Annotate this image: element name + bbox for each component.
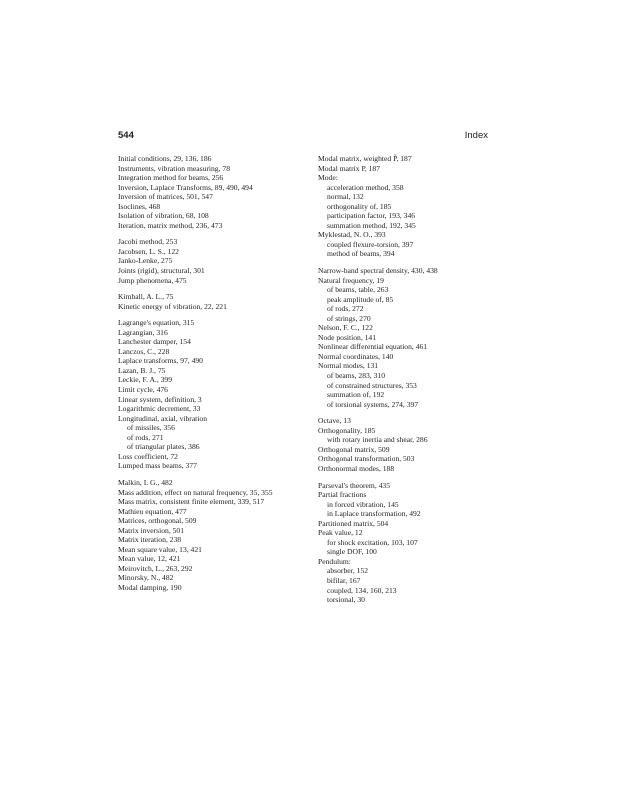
page-number: 544 — [118, 130, 134, 141]
index-entry: Loss coefficient, 72 — [118, 451, 178, 461]
index-entry: Inversion, Laplace Transforms, 89, 490, 494 — [118, 182, 253, 192]
index-entry: Longitudinal, axial, vibration — [118, 413, 207, 423]
index-entry: Lanchester damper, 154 — [118, 337, 191, 347]
index-entry: Partitioned matrix, 504 — [318, 518, 389, 528]
index-entry: Modal matrix P, 187 — [318, 163, 381, 173]
index-subentry: in Laplace transformation, 492 — [327, 509, 421, 519]
index-group-gap — [118, 471, 318, 478]
index-entry: Minorsky, N., 482 — [118, 573, 174, 583]
index-subentry: single DOF, 100 — [327, 547, 377, 557]
index-entry: Logarithmic decrement, 33 — [118, 404, 201, 414]
index-subentry: coupled flexure-torsion, 397 — [327, 239, 414, 249]
index-subentry: of rods, 271 — [127, 432, 164, 442]
index-entry: Mass matrix, consistent finite element, 339, 517 — [118, 497, 265, 507]
index-subentry: torsional, 30 — [327, 595, 365, 605]
index-group-gap — [118, 285, 318, 292]
index-entry: Partial fractions — [318, 490, 367, 500]
index-subentry: summation of, 192 — [327, 390, 385, 400]
index-entry: Orthogonal matrix, 509 — [318, 444, 390, 454]
index-subentry: in forced vibration, 145 — [327, 499, 399, 509]
index-entry: Natural frequency, 19 — [318, 275, 384, 285]
index-entry: Jacobsen, L. S., 122 — [118, 246, 179, 256]
index-entry: Normal coordinates, 140 — [318, 351, 394, 361]
index-entry: Mass addition, effect on natural frequency, 35, 355 — [118, 487, 273, 497]
index-subentry: method of beams, 394 — [327, 249, 395, 259]
index-subentry: of beams, 283, 310 — [327, 371, 385, 381]
index-entry: Kinetic energy of vibration, 22, 221 — [118, 301, 227, 311]
index-subentry: of constrained structures, 353 — [327, 380, 417, 390]
running-head: Index — [464, 130, 488, 141]
index-subentry: of torsional systems, 274, 397 — [327, 399, 419, 409]
index-entry: Modal damping, 190 — [118, 582, 182, 592]
index-group-gap — [118, 230, 318, 237]
index-entry: Matrices, orthogonal, 509 — [118, 516, 197, 526]
index-entry: Malkin, I. G., 482 — [118, 477, 173, 487]
index-column-left — [118, 154, 318, 593]
index-subentry: absorber, 152 — [327, 566, 369, 576]
index-entry: Octave, 13 — [318, 416, 351, 426]
index-entry: Laplace transforms, 97, 490 — [118, 356, 203, 366]
index-entry: Lazan, B. J., 75 — [118, 365, 166, 375]
index-group-gap — [318, 474, 518, 481]
index-entry: Mean square value, 13, 421 — [118, 544, 202, 554]
index-subentry: summation method, 192, 345 — [327, 220, 416, 230]
index-entry: Joints (rigid), structural, 301 — [118, 266, 205, 276]
index-entry: Node position, 141 — [318, 332, 377, 342]
index-entry: Mathieu equation, 477 — [118, 506, 187, 516]
index-entry: Myklestad, N. O., 393 — [318, 230, 386, 240]
index-subentry: of beams, table, 263 — [327, 285, 389, 295]
index-entry: Integration method for beams, 256 — [118, 173, 224, 183]
index-subentry: for shock excitation, 103, 107 — [327, 537, 418, 547]
index-entry: Orthonormal modes, 188 — [318, 463, 395, 473]
index-entry: Nelson, F. C., 122 — [318, 323, 373, 333]
index-entry: Matrix inversion, 501 — [118, 525, 185, 535]
index-entry: Jump phenomena, 475 — [118, 275, 187, 285]
index-entry: Janko-Lenke, 275 — [118, 256, 173, 266]
index-subentry: of triangular plates, 386 — [127, 442, 200, 452]
index-entry: Orthogonality, 185 — [318, 425, 376, 435]
index-subentry: orthogonality of, 185 — [327, 201, 392, 211]
index-group-gap — [318, 259, 518, 266]
index-entry: Mean value, 12, 421 — [118, 554, 181, 564]
index-subentry: peak amplitude of, 85 — [327, 294, 394, 304]
index-subentry: coupled, 134, 160, 213 — [327, 585, 397, 595]
index-subentry: acceleration method, 358 — [327, 182, 404, 192]
index-entry: Limit cycle, 476 — [118, 385, 168, 395]
index-subentry: normal, 132 — [327, 192, 364, 202]
index-entry: Inversion of matrices, 501, 547 — [118, 192, 213, 202]
index-entry: Iteration, matrix method, 236, 473 — [118, 220, 223, 230]
index-entry: Pendulum: — [318, 556, 351, 566]
index-entry: Normal modes, 131 — [318, 361, 379, 371]
index-entry: Initial conditions, 29, 136, 186 — [118, 154, 212, 163]
index-entry: Peak value, 12 — [318, 528, 363, 538]
index-entry: Mode: — [318, 173, 338, 183]
index-column-right — [318, 154, 518, 605]
index-entry: Orthogonal transformation, 503 — [318, 454, 415, 464]
index-subentry: bifilar, 167 — [327, 575, 361, 585]
index-entry: Isolation of vibration, 68, 108 — [118, 211, 209, 221]
index-subentry: of strings, 270 — [327, 313, 371, 323]
index-entry: Instruments, vibration measuring, 78 — [118, 163, 230, 173]
index-subentry: of missiles, 356 — [127, 423, 175, 433]
index-entry: Parseval's theorem, 435 — [318, 480, 391, 490]
index-group-gap — [318, 409, 518, 416]
index-entry: Nonlinear differential equation, 461 — [318, 342, 428, 352]
index-subentry: with rotary inertia and shear, 286 — [327, 435, 428, 445]
index-entry: Isoclines, 468 — [118, 201, 161, 211]
index-entry: Lumped mass beams, 377 — [118, 461, 197, 471]
page-header — [118, 130, 488, 144]
index-entry: Kimball, A. L., 75 — [118, 292, 174, 302]
index-entry: Modal matrix, weighted P̃, 187 — [318, 154, 412, 163]
index-entry: Jacobi method, 253 — [118, 237, 178, 247]
index-entry: Lagrange's equation, 315 — [118, 318, 195, 328]
index-subentry: participation factor, 193, 346 — [327, 211, 416, 221]
index-subentry: of rods, 272 — [327, 304, 364, 314]
index-entry: Meirovitch, L., 263, 292 — [118, 563, 193, 573]
index-entry: Narrow-band spectral density, 430, 438 — [318, 266, 438, 276]
index-entry: Lanczos, C., 228 — [118, 346, 170, 356]
index-group-gap — [118, 311, 318, 318]
index-entry: Leckie, F. A., 399 — [118, 375, 173, 385]
index-entry: Matrix iteration, 238 — [118, 535, 182, 545]
index-entry: Linear system, definition, 3 — [118, 394, 202, 404]
index-entry: Lagrangian, 316 — [118, 327, 168, 337]
